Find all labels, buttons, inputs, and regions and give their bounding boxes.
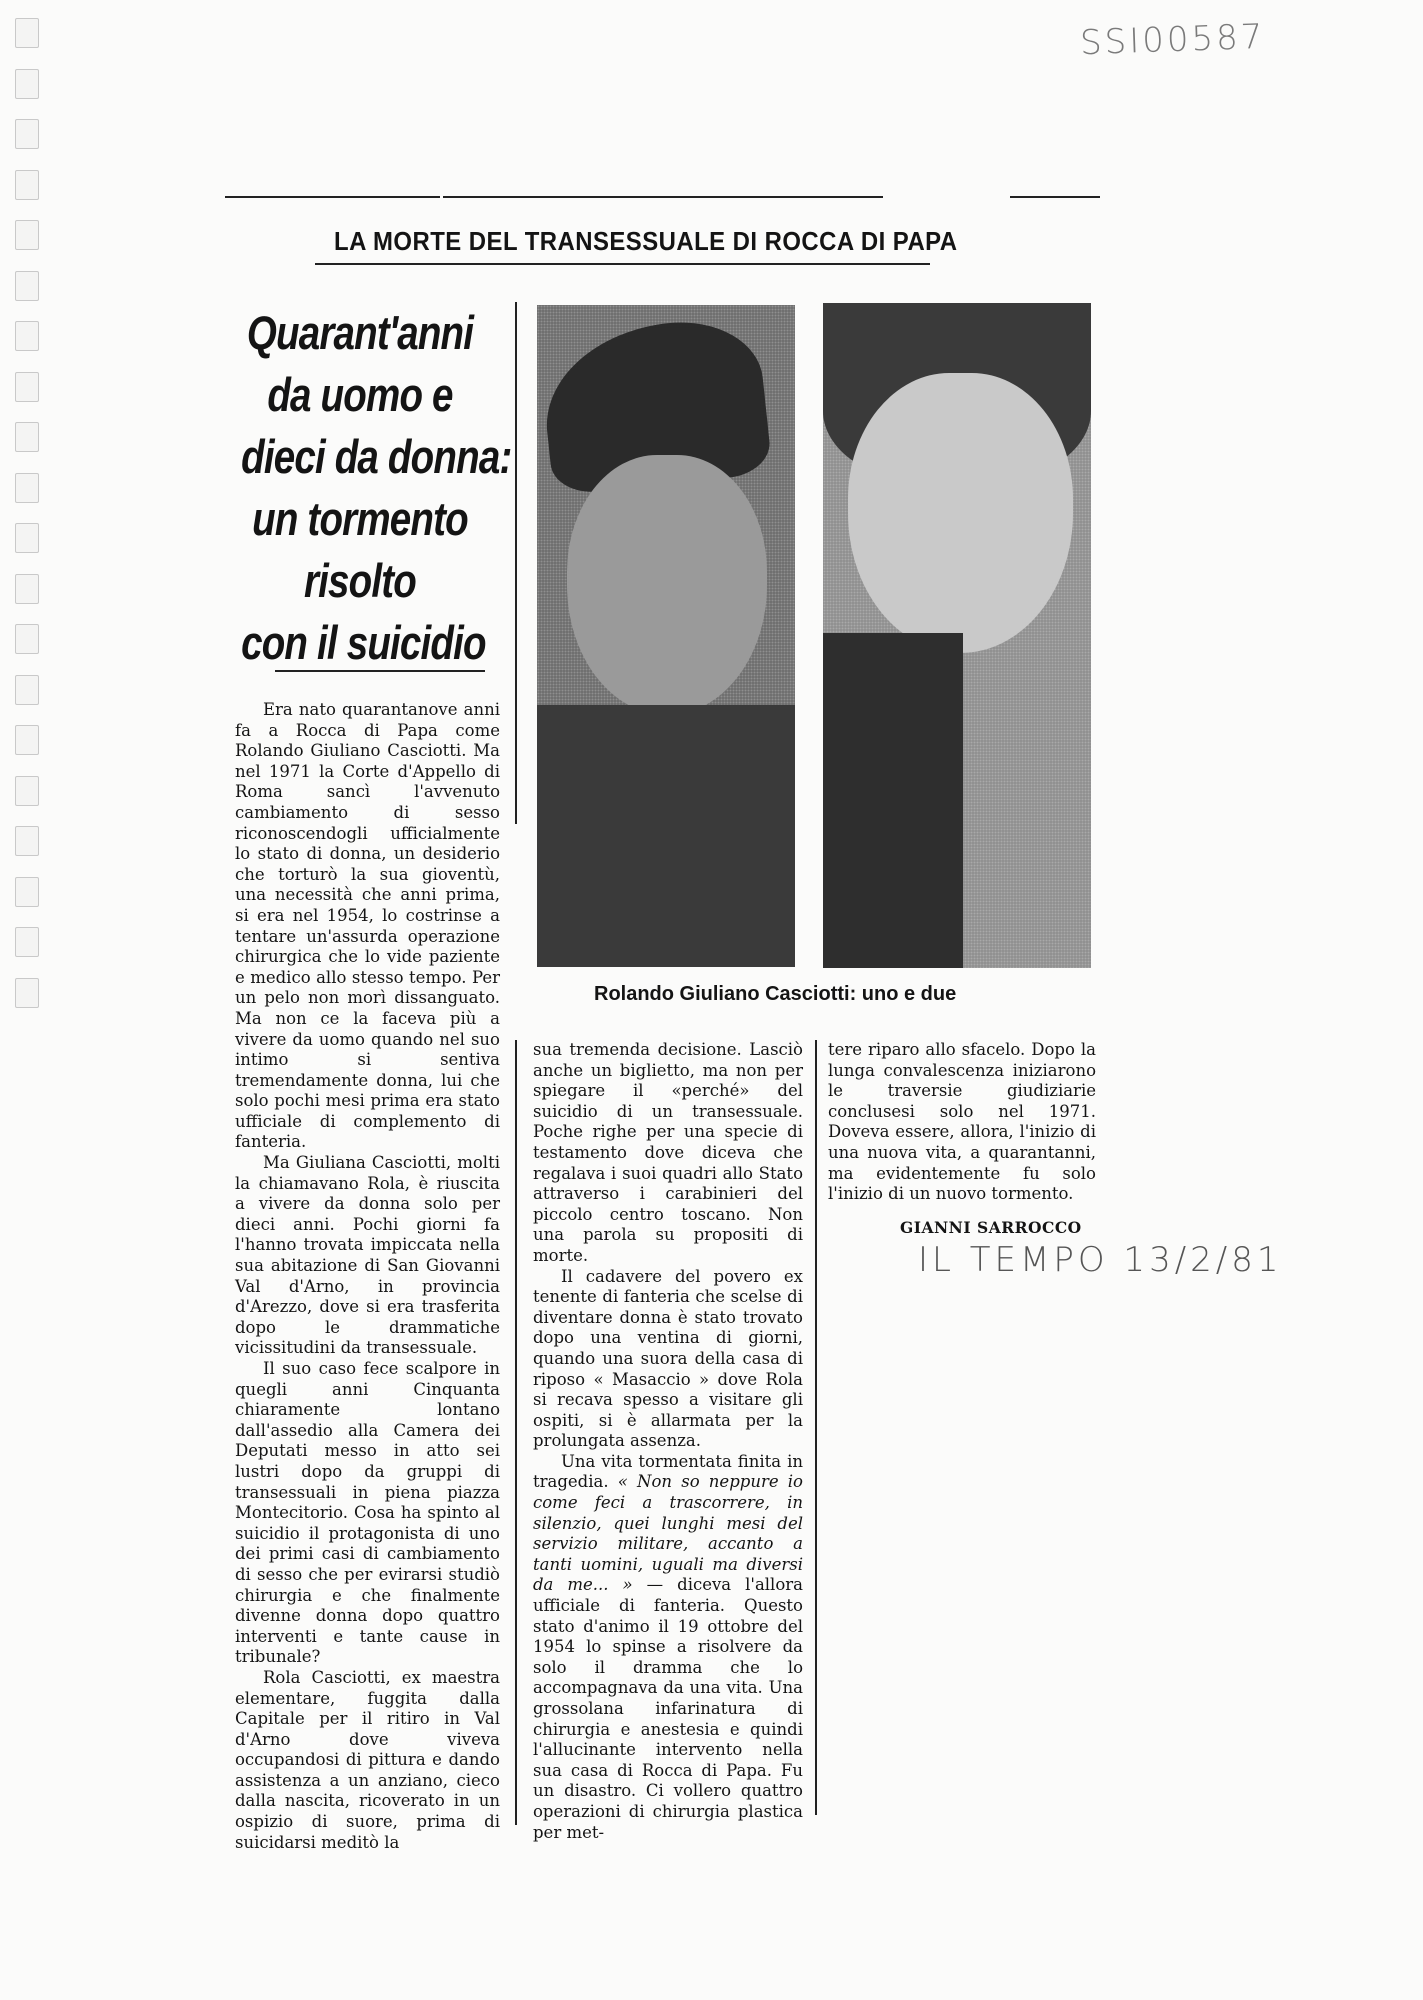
top-rule <box>225 196 440 198</box>
paragraph <box>533 1452 803 1843</box>
article-column-2 <box>533 1040 803 1843</box>
top-rule <box>1010 196 1100 198</box>
kicker-underline <box>315 263 930 265</box>
photo-soldier <box>537 305 795 967</box>
binder-hole <box>15 119 39 149</box>
binder-hole <box>15 927 39 957</box>
column-divider <box>515 302 517 824</box>
binder-hole <box>15 321 39 351</box>
binder-hole <box>15 170 39 200</box>
archive-id-handwritten: SSI00587 <box>1079 16 1267 64</box>
photo-face-shape <box>848 373 1073 653</box>
headline-line: da uomo e <box>267 368 453 421</box>
column-divider <box>815 1040 817 1815</box>
photo-woman <box>823 303 1091 968</box>
headline-line: risolto <box>303 554 417 607</box>
binder-hole <box>15 725 39 755</box>
paragraph: Il suo caso fece scalpore in quegli anni Cinquanta chiaramente lontano dall'assedio alla Camera dei Deputati messo in atto sei lustri dopo da gruppi di transessuali in piena piazza Montecitorio. Cosa ha spinto al suicidio il protagonista di uno dei primi casi di cambiamento di sesso che per evirarsi studiò chirurgia e che finalmente divenne donna dopo quattro interventi e tante cause in tribunale? <box>235 1359 500 1667</box>
top-rule <box>443 196 883 198</box>
paragraph: Era nato quarantanove anni fa a Rocca di Papa come Rolando Giuliano Casciotti. Ma nel 1971 la Corte d'Appello di Roma sancì l'avvenuto cambiamento di sesso riconoscendogli ufficialmente lo stato di donna, un desiderio che torturò la sua gioventù, una necessità che anni prima, si era nel 1954, lo costrinse a tentare un'assurda operazione chirurgica che lo vide paziente e medico allo stesso tempo. Per un pelo non morì dissanguato. Ma non ce la faceva più a vivere da uomo quando nel suo intimo si sentiva tremendamente donna, lui che solo pochi mesi prima era stato ufficiale di complemento di fanteria. <box>235 700 500 1152</box>
headline-line: un tormento <box>252 492 468 545</box>
kicker-heading: LA MORTE DEL TRANSESSUALE DI ROCCA DI PAPA <box>334 226 958 256</box>
byline: GIANNI SARROCCO <box>900 1218 1082 1237</box>
headline-line: con il suicidio <box>241 616 486 669</box>
photo-caption: Rolando Giuliano Casciotti: uno e due <box>594 983 957 1005</box>
binder-hole <box>15 776 39 806</box>
binder-hole <box>15 574 39 604</box>
headline-line: Quarant'anni <box>246 306 474 359</box>
article-column-3 <box>828 1040 1096 1205</box>
paragraph: Il cadavere del povero ex tenente di fanteria che scelse di diventare donna è stato trovato dopo una ventina di giorni, quando una suora della casa di riposo « Masaccio » dove Rola si recava spesso a visitare gli ospiti, si è allarmata per la prolungata assenza. <box>533 1266 803 1451</box>
photo-shoulder-shape <box>823 633 963 968</box>
binder-hole <box>15 473 39 503</box>
column-divider <box>515 1040 517 1825</box>
article-column-1 <box>235 700 500 1853</box>
headline-rule <box>275 670 485 672</box>
headline <box>241 302 512 674</box>
paragraph-lead: Una vita tormentata finita in tragedia. <box>533 1451 803 1492</box>
quote: « Non so neppure io come feci a trascorrere, in silenzio, quei lunghi mesi del servizio militare, accanto a tanti uomini, uguali ma diversi da me... » <box>533 1472 803 1595</box>
binder-hole <box>15 271 39 301</box>
photo-collar-shape <box>537 705 795 967</box>
paragraph: sua tremenda decisione. Lasciò anche un biglietto, ma non per spiegare il «perché» del suicidio di un transessuale. Poche righe per una specie di testamento dove diceva che regalava i suoi quadri allo Stato attraverso i carabinieri del piccolo centro toscano. Non una parola su propositi di morte. <box>533 1040 803 1265</box>
binder-hole <box>15 523 39 553</box>
binder-hole <box>15 220 39 250</box>
paragraph: Ma Giuliana Casciotti, molti la chiamavano Rola, è riuscita a vivere da donna solo per dieci anni. Pochi giorni fa l'hanno trovata impiccata nella sua abitazione di San Giovanni Val d'Arno, in provincia d'Arezzo, dove si era trasferita dopo le drammatiche vicissitudini da transessuale. <box>235 1153 500 1358</box>
photo-face-shape <box>567 455 767 715</box>
binder-hole <box>15 422 39 452</box>
headline-line: dieci da donna: <box>241 430 512 483</box>
binder-hole <box>15 372 39 402</box>
binder-hole <box>15 826 39 856</box>
paragraph: Rola Casciotti, ex maestra elementare, fuggita dalla Capitale per il ritiro in Val d'Arno dove viveva occupandosi di pittura e dando assistenza a un anziano, cieco dalla nascita, ricoverato in un ospizio di suore, prima di suicidarsi meditò la <box>235 1667 500 1852</box>
binder-hole <box>15 69 39 99</box>
source-annotation-handwritten: IL TEMPO 13/2/81 <box>918 1240 1283 1280</box>
paragraph: tere riparo allo sfacelo. Dopo la lunga convalescenza iniziarono le traversie giudiziarie conclusesi solo nel 1971. Doveva essere, allora, l'inizio di una nuova vita, a quarantanni, ma evidentemente fu solo l'inizio di un nuovo tormento. <box>828 1040 1096 1204</box>
binder-hole <box>15 978 39 1008</box>
binder-hole <box>15 624 39 654</box>
paragraph-tail: — diceva l'allora ufficiale di fanteria. Questo stato d'animo il 19 ottobre del 1954 lo spinse a risolvere da solo il dramma che lo accompagnava da una vita. Una grossolana infarinatura di chirurgia e anestesia e quindi l'allucinante intervento nella sua casa di Rocca di Papa. Fu un disastro. Ci vollero quattro operazioni di chirurgia plastica per met- <box>533 1575 803 1842</box>
binder-hole <box>15 18 39 48</box>
binder-hole <box>15 877 39 907</box>
binder-hole <box>15 675 39 705</box>
